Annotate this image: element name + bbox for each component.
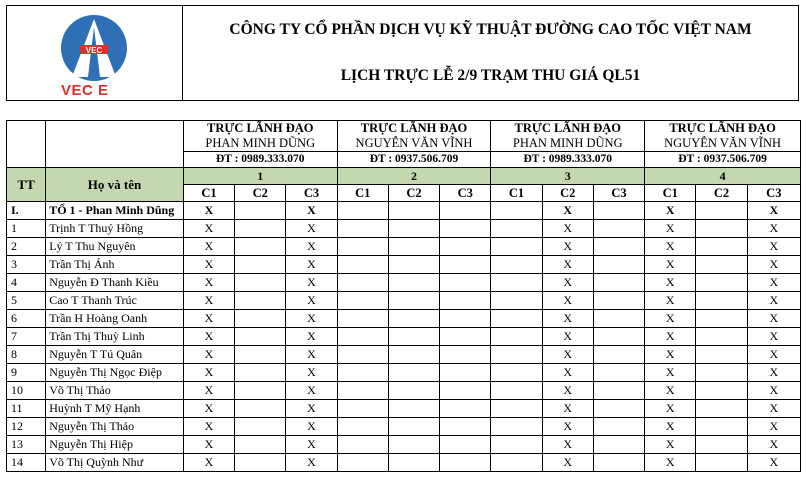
shift-mark: [337, 310, 388, 328]
shift-header: C3: [747, 185, 800, 202]
shift-mark: X: [645, 418, 696, 436]
shift-mark: X: [645, 256, 696, 274]
shift-mark: [440, 202, 491, 220]
shift-mark: [593, 256, 644, 274]
shift-mark: [235, 274, 286, 292]
schedule-title: LỊCH TRỰC LỄ 2/9 TRẠM THU GIÁ QL51: [340, 67, 641, 84]
lead-label: TRỰC LÃNH ĐẠO: [183, 121, 337, 137]
shift-mark: X: [286, 238, 337, 256]
shift-mark: [440, 364, 491, 382]
shift-mark: [696, 454, 747, 472]
shift-mark: X: [183, 328, 234, 346]
staff-name: Võ Thị Quỳnh Như: [46, 454, 184, 472]
row-number: 8: [7, 346, 46, 364]
shift-mark: X: [542, 364, 593, 382]
staff-name: Nguyễn Thị Thảo: [46, 418, 184, 436]
shift-mark: [388, 400, 439, 418]
shift-mark: [491, 382, 542, 400]
shift-mark: X: [286, 400, 337, 418]
shift-header: C1: [337, 185, 388, 202]
shift-mark: [593, 310, 644, 328]
vec-e-logo-icon: [56, 13, 132, 83]
shift-mark: X: [542, 274, 593, 292]
shift-mark: X: [747, 418, 800, 436]
shift-mark: X: [747, 382, 800, 400]
row-number: 5: [7, 292, 46, 310]
shift-mark: X: [183, 274, 234, 292]
logo-emblem-text: VEC: [85, 46, 103, 55]
shift-mark: X: [183, 220, 234, 238]
shift-mark: [337, 202, 388, 220]
table-row: [7, 364, 801, 382]
shift-mark: [235, 454, 286, 472]
blank-cell: [7, 152, 46, 168]
table-row: [7, 382, 801, 400]
shift-mark: X: [645, 400, 696, 418]
group-name: TỔ 1 - Phan Minh Dũng: [46, 202, 184, 220]
row-number: 9: [7, 364, 46, 382]
shift-mark: [696, 400, 747, 418]
shift-header: C2: [235, 185, 286, 202]
shift-mark: [593, 202, 644, 220]
staff-name: Nguyễn Thị Ngọc Điệp: [46, 364, 184, 382]
shift-mark: [491, 202, 542, 220]
shift-mark: [440, 310, 491, 328]
shift-mark: [235, 310, 286, 328]
shift-mark: [337, 238, 388, 256]
shift-mark: [593, 436, 644, 454]
shift-mark: [235, 346, 286, 364]
shift-mark: [235, 364, 286, 382]
staff-name: Võ Thị Thảo: [46, 382, 184, 400]
shift-mark: [388, 274, 439, 292]
shift-mark: X: [286, 454, 337, 472]
shift-mark: X: [286, 310, 337, 328]
shift-mark: X: [183, 454, 234, 472]
shift-header: C2: [388, 185, 439, 202]
table-row: [7, 346, 801, 364]
row-number: 1: [7, 220, 46, 238]
shift-mark: [593, 454, 644, 472]
table-row: [7, 454, 801, 472]
shift-mark: [388, 364, 439, 382]
table-row: [7, 310, 801, 328]
shift-mark: X: [747, 364, 800, 382]
row-number: 11: [7, 400, 46, 418]
shift-mark: X: [747, 310, 800, 328]
shift-mark: [696, 364, 747, 382]
shift-mark: X: [286, 292, 337, 310]
shift-mark: X: [542, 220, 593, 238]
tt-header: TT: [7, 168, 46, 202]
staff-name: Nguyễn T Tú Quân: [46, 346, 184, 364]
shift-mark: X: [542, 328, 593, 346]
logo-wordmark: VEC E: [61, 82, 109, 99]
shift-mark: [440, 238, 491, 256]
shift-mark: X: [183, 292, 234, 310]
shift-mark: X: [747, 328, 800, 346]
shift-mark: X: [183, 238, 234, 256]
shift-mark: X: [645, 292, 696, 310]
shift-mark: [235, 238, 286, 256]
shift-mark: X: [645, 238, 696, 256]
shift-mark: [696, 310, 747, 328]
shift-mark: X: [542, 400, 593, 418]
shift-mark: [696, 202, 747, 220]
day-header: 4: [645, 168, 801, 185]
staff-name: Huỳnh T Mỹ Hạnh: [46, 400, 184, 418]
shift-mark: X: [183, 400, 234, 418]
shift-mark: [593, 220, 644, 238]
shift-mark: [388, 454, 439, 472]
row-number: 7: [7, 328, 46, 346]
shift-mark: X: [645, 328, 696, 346]
row-number: 2: [7, 238, 46, 256]
shift-mark: X: [645, 436, 696, 454]
day-header: 2: [337, 168, 491, 185]
table-row: [7, 292, 801, 310]
shift-mark: [337, 328, 388, 346]
lead-phone-row: [7, 152, 801, 168]
document-header: [6, 5, 799, 101]
shift-mark: X: [542, 436, 593, 454]
staff-name: Trần Thị Thuỳ Linh: [46, 328, 184, 346]
shift-mark: X: [183, 310, 234, 328]
shift-mark: X: [183, 256, 234, 274]
shift-mark: [440, 220, 491, 238]
shift-mark: [235, 220, 286, 238]
staff-name: Trịnh T Thuý Hồng: [46, 220, 184, 238]
shift-mark: [440, 436, 491, 454]
blank-cell: [7, 121, 46, 137]
shift-mark: [440, 418, 491, 436]
shift-mark: X: [286, 220, 337, 238]
shift-mark: [440, 274, 491, 292]
shift-mark: [388, 220, 439, 238]
staff-name: Nguyễn Đ Thanh Kiều: [46, 274, 184, 292]
table-row: [7, 400, 801, 418]
shift-mark: [235, 256, 286, 274]
shift-mark: [593, 238, 644, 256]
staff-name: Nguyễn Thị Hiệp: [46, 436, 184, 454]
shift-mark: [235, 400, 286, 418]
shift-mark: X: [645, 346, 696, 364]
shift-mark: [440, 400, 491, 418]
shift-mark: [440, 454, 491, 472]
table-row: [7, 256, 801, 274]
shift-mark: [593, 328, 644, 346]
shift-mark: [491, 400, 542, 418]
lead-label: TRỰC LÃNH ĐẠO: [337, 121, 491, 137]
lead-phone: ĐT : 0989.333.070: [491, 152, 645, 168]
shift-mark: X: [286, 328, 337, 346]
shift-mark: X: [542, 238, 593, 256]
logo-cell: [7, 6, 183, 100]
shift-mark: [696, 256, 747, 274]
shift-mark: X: [183, 364, 234, 382]
shift-mark: [337, 418, 388, 436]
table-row: [7, 274, 801, 292]
shift-mark: [388, 436, 439, 454]
row-number: 3: [7, 256, 46, 274]
shift-mark: [388, 310, 439, 328]
lead-name: NGUYỄN VĂN VĨNH: [337, 136, 491, 152]
row-number: 13: [7, 436, 46, 454]
shift-mark: [388, 292, 439, 310]
shift-mark: X: [747, 346, 800, 364]
shift-mark: [235, 328, 286, 346]
shift-mark: [388, 418, 439, 436]
day-header: 1: [183, 168, 337, 185]
shift-mark: [388, 346, 439, 364]
table-row: [7, 220, 801, 238]
shift-mark: X: [542, 202, 593, 220]
shift-mark: [491, 274, 542, 292]
lead-phone: ĐT : 0937.506.709: [337, 152, 491, 168]
shift-mark: [696, 274, 747, 292]
shift-mark: [235, 382, 286, 400]
shift-mark: [388, 238, 439, 256]
shift-mark: [235, 202, 286, 220]
shift-mark: X: [645, 274, 696, 292]
shift-mark: [593, 418, 644, 436]
shift-mark: X: [183, 202, 234, 220]
shift-mark: [337, 274, 388, 292]
shift-mark: X: [747, 256, 800, 274]
shift-mark: X: [542, 382, 593, 400]
shift-mark: [337, 292, 388, 310]
shift-mark: [491, 220, 542, 238]
shift-mark: [593, 292, 644, 310]
shift-header: C1: [491, 185, 542, 202]
shift-mark: [440, 328, 491, 346]
table-row: [7, 418, 801, 436]
shift-mark: [593, 382, 644, 400]
row-number: 10: [7, 382, 46, 400]
group-row: [7, 202, 801, 220]
shift-mark: [696, 436, 747, 454]
shift-mark: [337, 220, 388, 238]
name-header: Họ và tên: [46, 168, 184, 202]
shift-header: C3: [286, 185, 337, 202]
shift-mark: [337, 436, 388, 454]
lead-phone: ĐT : 0937.506.709: [645, 152, 801, 168]
shift-mark: [440, 256, 491, 274]
shift-mark: X: [183, 382, 234, 400]
shift-mark: X: [645, 364, 696, 382]
row-number: 12: [7, 418, 46, 436]
shift-mark: X: [286, 364, 337, 382]
table-row: [7, 238, 801, 256]
shift-mark: [696, 328, 747, 346]
lead-label: TRỰC LÃNH ĐẠO: [491, 121, 645, 137]
shift-mark: [491, 364, 542, 382]
shift-mark: [696, 418, 747, 436]
shift-mark: [491, 238, 542, 256]
day-header: 3: [491, 168, 645, 185]
shift-mark: [491, 436, 542, 454]
staff-name: Lý T Thu Nguyên: [46, 238, 184, 256]
blank-cell: [46, 121, 184, 137]
shift-mark: [593, 274, 644, 292]
shift-mark: X: [542, 310, 593, 328]
shift-mark: [337, 346, 388, 364]
shift-mark: [696, 220, 747, 238]
shift-header: C3: [440, 185, 491, 202]
shift-mark: [235, 418, 286, 436]
shift-mark: [593, 346, 644, 364]
shift-mark: X: [542, 292, 593, 310]
table-row: [7, 436, 801, 454]
shift-mark: [696, 292, 747, 310]
shift-mark: [440, 292, 491, 310]
table-row: [7, 328, 801, 346]
shift-mark: [337, 454, 388, 472]
shift-header: C2: [542, 185, 593, 202]
shift-mark: [440, 346, 491, 364]
shift-mark: X: [747, 238, 800, 256]
row-number: I.: [7, 202, 46, 220]
staff-name: Trần Thị Ánh: [46, 256, 184, 274]
lead-name: PHAN MINH DŨNG: [491, 136, 645, 152]
shift-mark: X: [645, 220, 696, 238]
shift-mark: [696, 346, 747, 364]
company-name: CÔNG TY CỔ PHẦN DỊCH VỤ KỸ THUẬT ĐƯỜNG CAO TỐC VIỆT NAM: [229, 21, 752, 38]
shift-header: C1: [645, 185, 696, 202]
shift-mark: X: [286, 256, 337, 274]
shift-mark: X: [286, 382, 337, 400]
lead-name-row: [7, 136, 801, 152]
shift-mark: X: [645, 454, 696, 472]
staff-name: Trần H Hoàng Oanh: [46, 310, 184, 328]
shift-mark: [491, 346, 542, 364]
staff-name: Cao T Thanh Trúc: [46, 292, 184, 310]
shift-mark: X: [286, 418, 337, 436]
duty-schedule-table: [6, 120, 801, 472]
shift-header: C3: [593, 185, 644, 202]
shift-mark: X: [747, 454, 800, 472]
blank-cell: [7, 136, 46, 152]
shift-mark: [388, 256, 439, 274]
shift-mark: X: [286, 346, 337, 364]
shift-mark: X: [747, 220, 800, 238]
shift-mark: [388, 382, 439, 400]
shift-mark: [491, 292, 542, 310]
shift-mark: [388, 328, 439, 346]
shift-mark: [337, 364, 388, 382]
shift-mark: [337, 382, 388, 400]
lead-name: NGUYỄN VĂN VĨNH: [645, 136, 801, 152]
shift-mark: X: [286, 202, 337, 220]
shift-mark: X: [286, 436, 337, 454]
row-number: 6: [7, 310, 46, 328]
shift-mark: X: [747, 274, 800, 292]
shift-mark: X: [183, 436, 234, 454]
lead-label-row: [7, 121, 801, 137]
shift-mark: X: [542, 418, 593, 436]
lead-phone: ĐT : 0989.333.070: [183, 152, 337, 168]
shift-mark: [337, 400, 388, 418]
shift-mark: [696, 382, 747, 400]
shift-mark: [593, 364, 644, 382]
shift-mark: [388, 202, 439, 220]
shift-mark: X: [747, 292, 800, 310]
shift-mark: [337, 256, 388, 274]
shift-mark: X: [286, 274, 337, 292]
shift-header: C1: [183, 185, 234, 202]
shift-mark: X: [183, 418, 234, 436]
shift-mark: [491, 418, 542, 436]
shift-mark: [235, 436, 286, 454]
lead-label: TRỰC LÃNH ĐẠO: [645, 121, 801, 137]
lead-name: PHAN MINH DŨNG: [183, 136, 337, 152]
shift-mark: X: [747, 202, 800, 220]
shift-mark: [235, 292, 286, 310]
shift-mark: X: [747, 400, 800, 418]
shift-mark: X: [542, 346, 593, 364]
shift-mark: [593, 400, 644, 418]
row-number: 14: [7, 454, 46, 472]
shift-mark: X: [183, 346, 234, 364]
shift-mark: X: [645, 202, 696, 220]
shift-mark: [491, 328, 542, 346]
shift-mark: X: [645, 310, 696, 328]
shift-mark: X: [747, 436, 800, 454]
blank-cell: [46, 136, 184, 152]
shift-mark: [491, 256, 542, 274]
row-number: 4: [7, 274, 46, 292]
shift-mark: [696, 238, 747, 256]
day-row: [7, 168, 801, 185]
shift-mark: X: [542, 454, 593, 472]
shift-header: C2: [696, 185, 747, 202]
shift-mark: [491, 454, 542, 472]
shift-mark: [491, 310, 542, 328]
shift-mark: [440, 382, 491, 400]
blank-cell: [46, 152, 184, 168]
shift-mark: X: [645, 382, 696, 400]
shift-mark: X: [542, 256, 593, 274]
